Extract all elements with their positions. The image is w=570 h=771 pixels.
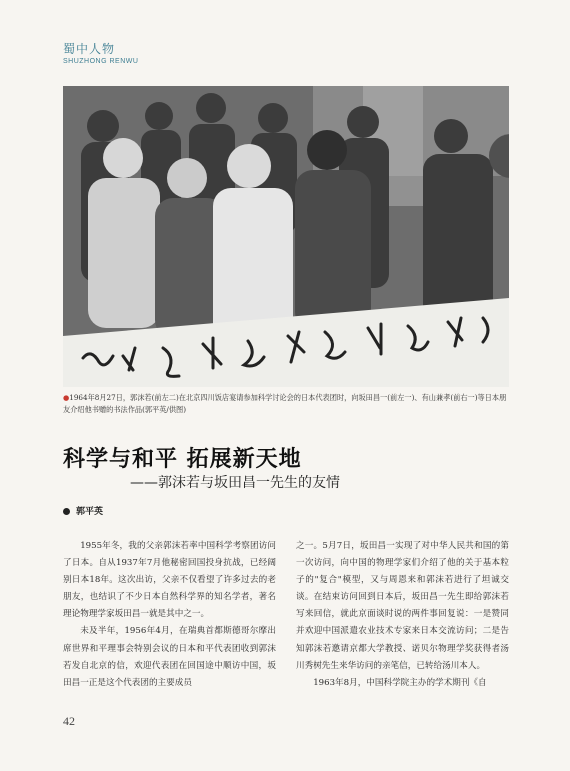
archival-photo [63, 86, 509, 387]
photo-illustration [63, 86, 509, 387]
caption-text: 1964年8月27日，郭沫若(前左二)在北京四川饭店宴请参加科学讨论会的日本代表团时，向坂田昌一(前左一)、有山兼孝(前右一)等日本朋友介绍他书赠的书法作品(郭平英/供图) [63, 393, 507, 414]
author-bullet-icon [63, 508, 70, 515]
author-name: 郭平英 [76, 507, 104, 517]
photo-caption [63, 392, 509, 416]
article-title: 科学与和平 拓展新天地 [63, 447, 302, 472]
caption-bullet: ● [63, 393, 70, 402]
body-column-left [63, 538, 276, 692]
paragraph: 未及半年，1956年4月，在瑞典首都斯德哥尔摩出席世界和平理事会特别会议的日本和平代表团收到郭沫若发自北京的信，欢迎代表团在回国途中顺访中国，坂田昌一正是这个代表团的主要成员 [63, 626, 276, 688]
paragraph: 1963年8月，中国科学院主办的学术期刊《自 [313, 677, 487, 688]
section-title-en: SHUZHONG RENWU [63, 58, 139, 65]
paragraph: 之一。5月7日，坂田昌一实现了对中华人民共和国的第一次访问，向中国的物理学家们介绍了他的关于基本粒子的"复合"模型，又与周恩来和郭沫若进行了坦诚交谈。在结束访问回到日本后，坂田昌一先生即给郭沫若写来回信，就此京面谈时说的两件事回复说：一是赞同并欢迎中国派遣农业技术专家来日本交流访问；二是告知郭沫若邀请京都大学教授、诺贝尔物理学奖获得者汤川秀树先生来华访问的亲笔信，已转给汤川本人。 [296, 541, 509, 671]
page-number: 42 [63, 714, 75, 728]
body-column-right [296, 538, 509, 692]
section-header [63, 40, 138, 65]
article-subtitle: ——郭沫若与坂田昌一先生的友情 [130, 475, 340, 491]
author-line [63, 504, 103, 517]
section-title-cn: 蜀中人物 [63, 42, 116, 56]
paragraph: 1955年冬，我的父亲郭沫若率中国科学考察团访问了日本。自从1937年7月他秘密回国投身抗战，已经阔别日本18年。这次出访，父亲不仅看望了许多过去的老朋友，也结识了不少日本自然科学界的知名学者，著名理论物理学家坂田昌一就是其中之一。 [63, 541, 276, 620]
